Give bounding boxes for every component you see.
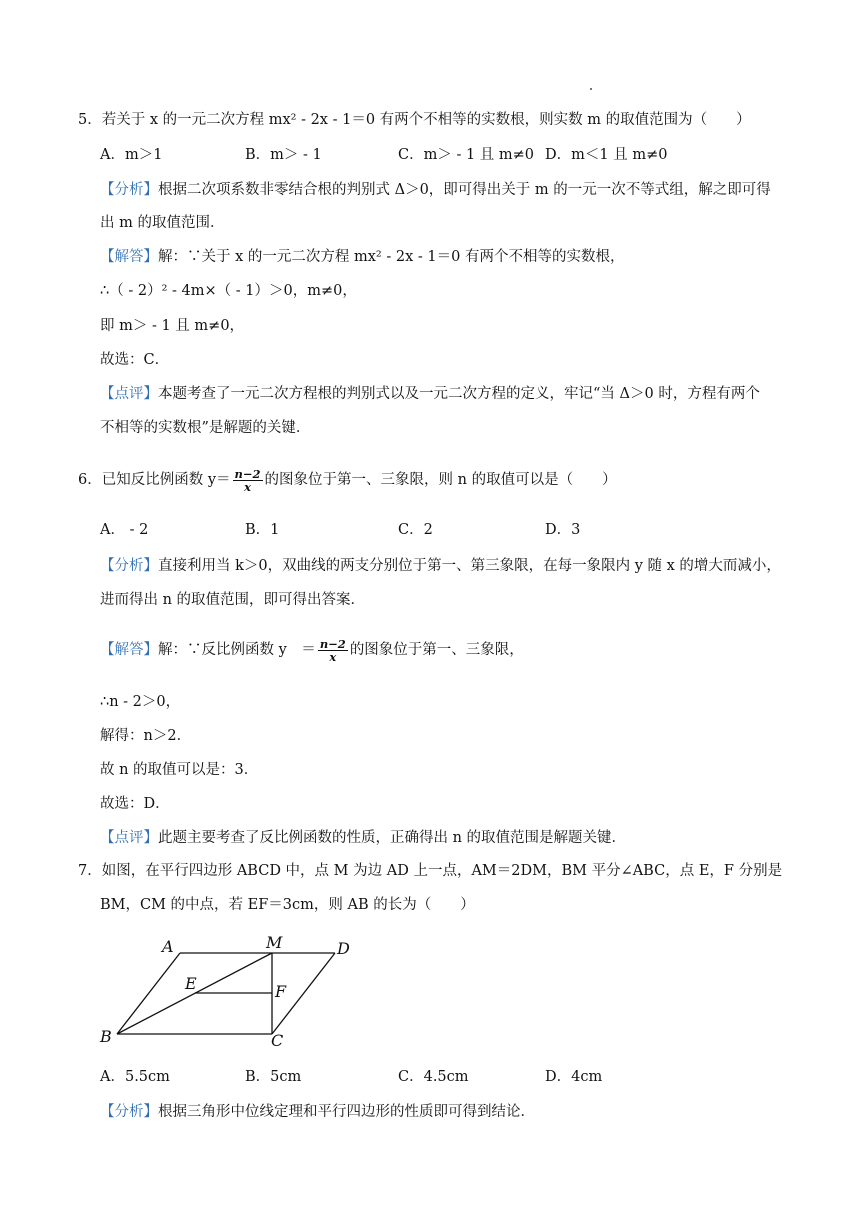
q6-option-d: D．3: [545, 522, 581, 538]
q5-solution-line-4: 故选：C．: [100, 352, 170, 368]
q6-solution-line-5: 故选：D．: [100, 796, 170, 812]
q5-solution-line-2: ∴（ - 2）² - 4m×（ - 1）＞0，m≠0，: [100, 283, 357, 299]
q7-option-c: C．4.5cm: [398, 1069, 469, 1085]
label-d: D: [337, 939, 350, 958]
q5-analysis-line-1: [100, 180, 771, 200]
q6-solution-line-1: [100, 636, 524, 664]
q5-comment-line-2: 不相等的实数根”是解题的关键．: [100, 420, 311, 436]
q5-option-a: A．m＞1: [100, 147, 163, 163]
q5-option-d: D．m＜1 且 m≠0: [545, 147, 668, 163]
fraction-numerator: n−2: [234, 466, 261, 481]
solution-tag: 【解答】: [100, 249, 158, 265]
q7-option-b: B．5cm: [245, 1069, 302, 1085]
label-b: B: [100, 1027, 112, 1046]
q6-solution-pre: 解：∵反比例函数 y ＝: [158, 642, 316, 658]
fraction-denominator: x: [244, 479, 251, 494]
q6-option-b: B．1: [245, 522, 280, 538]
q5-stem: 5．若关于 x 的一元二次方程 mx² - 2x - 1＝0 有两个不相等的实数根，则实数 m 的取值范围为（ ）: [78, 112, 751, 128]
q7-analysis-line-1: [100, 1102, 535, 1122]
label-e: E: [185, 974, 197, 993]
solution-tag: 【解答】: [100, 642, 158, 658]
q6-comment-text: 此题主要考查了反比例函数的性质，正确得出 n 的取值范围是解题关键．: [158, 830, 627, 846]
label-c: C: [271, 1031, 284, 1050]
q6-solution-fraction: [318, 638, 348, 663]
analysis-tag: 【分析】: [100, 182, 158, 198]
q5-option-c: C．m＞ - 1 且 m≠0: [398, 147, 535, 163]
q6-stem-post: 的图象位于第一、三象限，则 n 的取值可以是（ ）: [264, 472, 617, 488]
q5-analysis-line-2: 出 m 的取值范围．: [100, 215, 225, 231]
q6-solution-line-4: 故 n 的取值可以是：3．: [100, 762, 259, 778]
q7-stem-line-2: BM，CM 的中点，若 EF＝3cm，则 AB 的长为（ ）: [100, 897, 475, 913]
fraction-numerator: n−2: [319, 636, 346, 651]
page-speck: [590, 88, 592, 90]
q5-comment-line-1: [100, 384, 760, 404]
q7-analysis-text: 根据三角形中位线定理和平行四边形的性质即可得到结论．: [158, 1104, 535, 1120]
comment-tag: 【点评】: [100, 386, 158, 402]
parallelogram-figure: [95, 928, 365, 1053]
q6-solution-line-3: 解得：n＞2．: [100, 728, 192, 744]
q5-comment-text: 本题考查了一元二次方程根的判别式以及一元二次方程的定义，牢记“当 Δ＞0 时，方程有两个: [158, 386, 760, 402]
q6-stem: [78, 466, 617, 494]
q7-option-d: D．4cm: [545, 1069, 603, 1085]
q6-fraction: [233, 468, 263, 493]
analysis-tag: 【分析】: [100, 1104, 158, 1120]
label-m: M: [266, 933, 283, 952]
q6-option-a: A． - 2: [100, 522, 149, 538]
q7-stem-line-1: 7．如图，在平行四边形 ABCD 中，点 M 为边 AD 上一点，AM＝2DM，BM 平分∠ABC，点 E，F 分别是: [78, 863, 783, 879]
q6-analysis-line-1: [100, 556, 781, 576]
q6-comment-line-1: [100, 828, 626, 848]
q6-stem-pre: 6．已知反比例函数 y＝: [78, 472, 231, 488]
q5-solution-line-1: [100, 247, 624, 267]
q6-solution-post: 的图象位于第一、三象限，: [349, 642, 524, 658]
q7-option-a: A．5.5cm: [100, 1069, 170, 1085]
label-f: F: [275, 982, 287, 1001]
comment-tag: 【点评】: [100, 830, 158, 846]
analysis-tag: 【分析】: [100, 558, 158, 574]
q5-solution-line-3: 即 m＞ - 1 且 m≠0，: [100, 318, 245, 334]
segment-ab: [117, 953, 180, 1034]
q6-analysis-text: 直接利用当 k＞0，双曲线的两支分别位于第一、第三象限，在每一象限内 y 随 x 的增大而减小，: [158, 558, 781, 574]
q6-option-c: C．2: [398, 522, 433, 538]
q5-option-b: B．m＞ - 1: [245, 147, 322, 163]
label-a: A: [162, 937, 174, 956]
q5-solution-text: 解：∵关于 x 的一元二次方程 mx² - 2x - 1＝0 有两个不相等的实数根，: [158, 249, 625, 265]
q6-analysis-line-2: 进而得出 n 的取值范围，即可得出答案．: [100, 592, 366, 608]
q6-solution-line-2: ∴n - 2＞0，: [100, 694, 181, 710]
fraction-denominator: x: [329, 649, 337, 664]
q5-analysis-text: 根据二次项系数非零结合根的判别式 Δ＞0，即可得出关于 m 的一元一次不等式组，解之即可得: [158, 182, 771, 198]
